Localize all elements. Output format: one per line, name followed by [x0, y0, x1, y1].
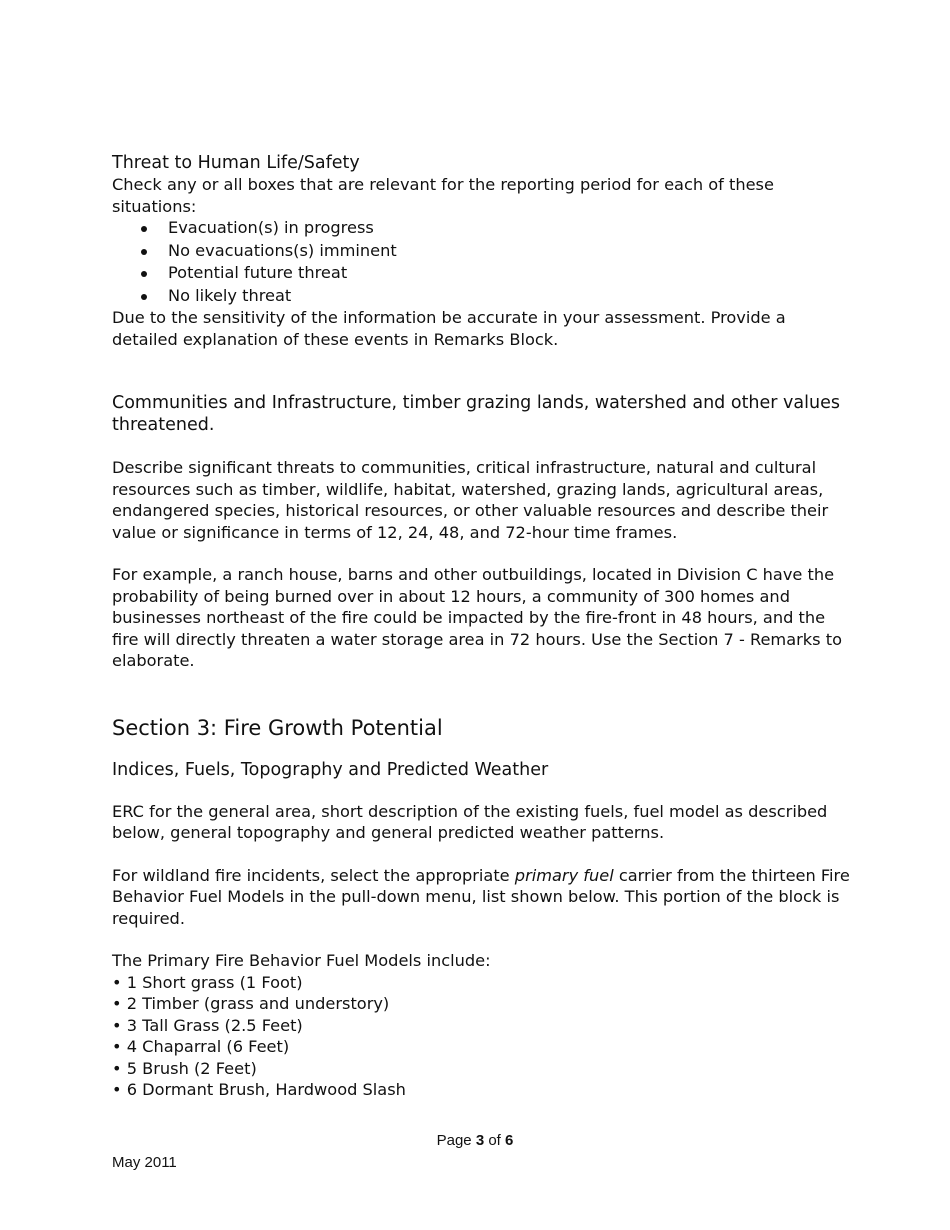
threat-intro: Check any or all boxes that are relevant for the reporting period for each of these situations: [112, 175, 774, 216]
document-page [112, 152, 852, 1101]
bullet-icon [141, 226, 147, 232]
footer-date: May 2011 [112, 1154, 177, 1171]
list-item [112, 240, 852, 263]
communities-paragraph-1: Describe significant threats to communities, critical infrastructure, natural and cultural resources such as timber, wildlife, habitat, watershed, grazing lands, agricultural areas, endangered species, historical resources, or other valuable resources and describe their value or significance in terms of 12, 24, 48, and 72-hour time frames. [112, 458, 829, 542]
section-3-paragraph-2 [112, 865, 852, 930]
list-item [112, 217, 852, 240]
paragraph-text-before: For wildland fire incidents, select the appropriate [112, 865, 515, 885]
bullet-icon [141, 271, 147, 277]
page-number [0, 1131, 950, 1151]
page-total: 6 [505, 1132, 514, 1149]
bullet-icon [141, 249, 147, 255]
paragraph-text-after: carrier from the thirteen Fire Behavior Fuel Models in the pull-down menu, list shown below. This portion of the block is required. [112, 865, 850, 928]
list-item: • 6 Dormant Brush, Hardwood Slash [112, 1080, 406, 1100]
fuel-models-intro: The Primary Fire Behavior Fuel Models include: [112, 951, 491, 971]
list-item-text: Potential future threat [168, 263, 348, 283]
section-3-title: Section 3: Fire Growth Potential [112, 715, 443, 740]
primary-fuel-emphasis: primary fuel [514, 865, 614, 885]
threat-heading: Threat to Human Life/Safety [112, 153, 360, 173]
page-label: Page [436, 1132, 472, 1149]
page-current: 3 [475, 1132, 485, 1149]
list-item-text: No evacuations(s) imminent [168, 240, 397, 260]
threat-bullet-list [112, 217, 852, 307]
communities-paragraph-2: For example, a ranch house, barns and other outbuildings, located in Division C have the probability of being burned over in about 12 hours, a community of 300 homes and businesses northeast of the fire could be impacted by the fire-front in 48 hours, and the fire will directly threaten a water storage area in 72 hours. Use the Section 7 - Remarks to elaborate. [112, 565, 842, 671]
section-3-paragraph-1: ERC for the general area, short description of the existing fuels, fuel model as described below, general topography and general predicted weather patterns. [112, 801, 828, 843]
list-item: • 3 Tall Grass (2.5 Feet) [112, 1015, 303, 1035]
list-item: • 4 Chaparral (6 Feet) [112, 1037, 290, 1057]
communities-heading: Communities and Infrastructure, timber grazing lands, watershed and other values threatened. [112, 393, 840, 436]
list-item [112, 285, 852, 308]
list-item: • 2 Timber (grass and understory) [112, 994, 390, 1014]
list-item [112, 262, 852, 285]
threat-closing: Due to the sensitivity of the information be accurate in your assessment. Provide a detailed explanation of these events in Remarks Block. [112, 308, 786, 349]
section-3-subheading: Indices, Fuels, Topography and Predicted Weather [112, 759, 549, 780]
fuel-models-list [112, 972, 852, 1101]
list-item-text: Evacuation(s) in progress [168, 218, 374, 237]
bullet-icon [141, 294, 147, 300]
list-item-text: No likely threat [168, 285, 292, 305]
page-of: of [488, 1132, 501, 1149]
list-item: • 1 Short grass (1 Foot) [112, 972, 303, 992]
list-item: • 5 Brush (2 Feet) [112, 1058, 257, 1078]
